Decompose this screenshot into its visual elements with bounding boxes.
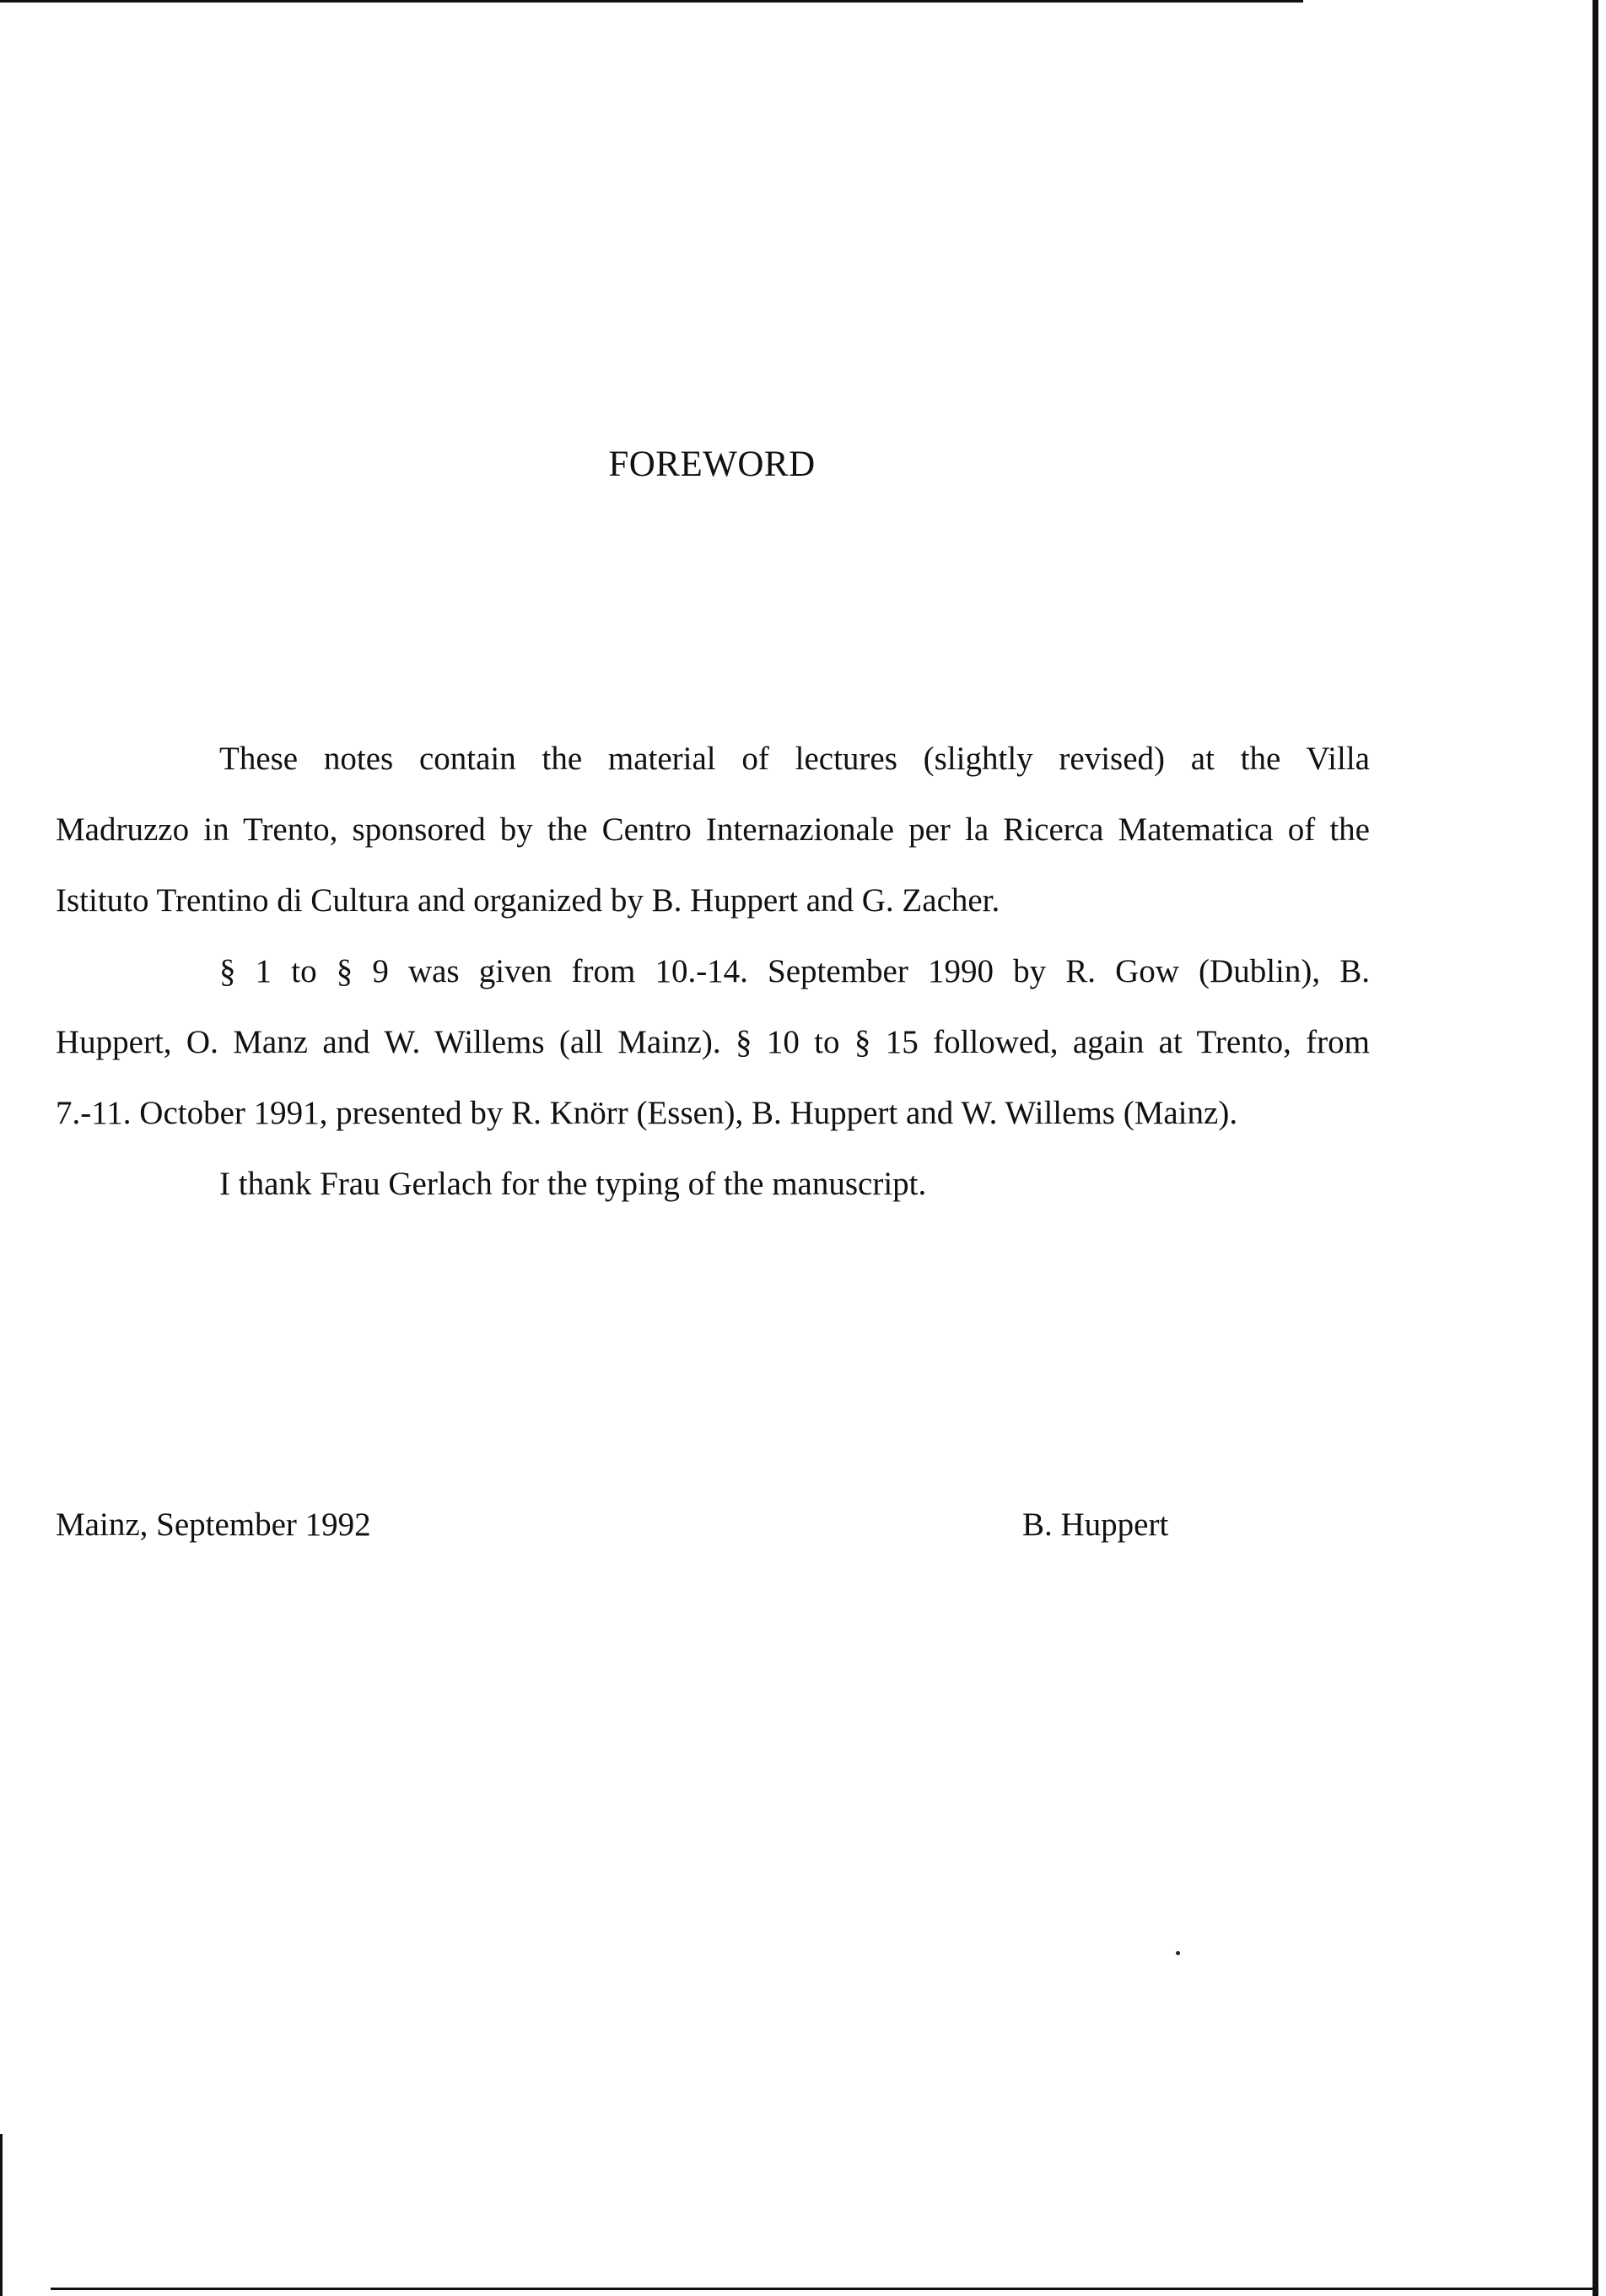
text-line: Madruzzo in Trento, sponsored by the Centro Internazionale per la Ricerca Matematica of the [56,811,1370,848]
scan-border-top [0,0,1303,3]
author-signature: B. Huppert [1022,1506,1169,1543]
text-line: Huppert, O. Manz and W. Willems (all Mainz). § 10 to § 15 followed, again at Trento, from [56,1024,1370,1060]
foreword-body [56,724,1370,1220]
place-date: Mainz, September 1992 [56,1506,371,1543]
scan-border-left [0,2134,3,2296]
scan-border-right [1593,0,1598,2296]
text-line: I thank Frau Gerlach for the typing of the manuscript. [219,1166,927,1202]
text-line: Istituto Trentino di Cultura and organized by B. Huppert and G. Zacher. [56,882,1000,919]
text-line: 7.-11. October 1991, presented by R. Knörr (Essen), B. Huppert and W. Willems (Mainz). [56,1095,1238,1131]
page-title: FOREWORD [608,445,816,484]
scan-speck [1176,1951,1180,1955]
paragraph-2 [56,936,1370,1149]
text-line: § 1 to § 9 was given from 10.-14. September 1990 by R. Gow (Dublin), B. [219,953,1370,989]
paragraph-3 [56,1149,1370,1220]
text-line: These notes contain the material of lectures (slightly revised) at the Villa [219,741,1370,777]
paragraph-1 [56,724,1370,936]
scan-border-bottom [51,2288,1594,2290]
